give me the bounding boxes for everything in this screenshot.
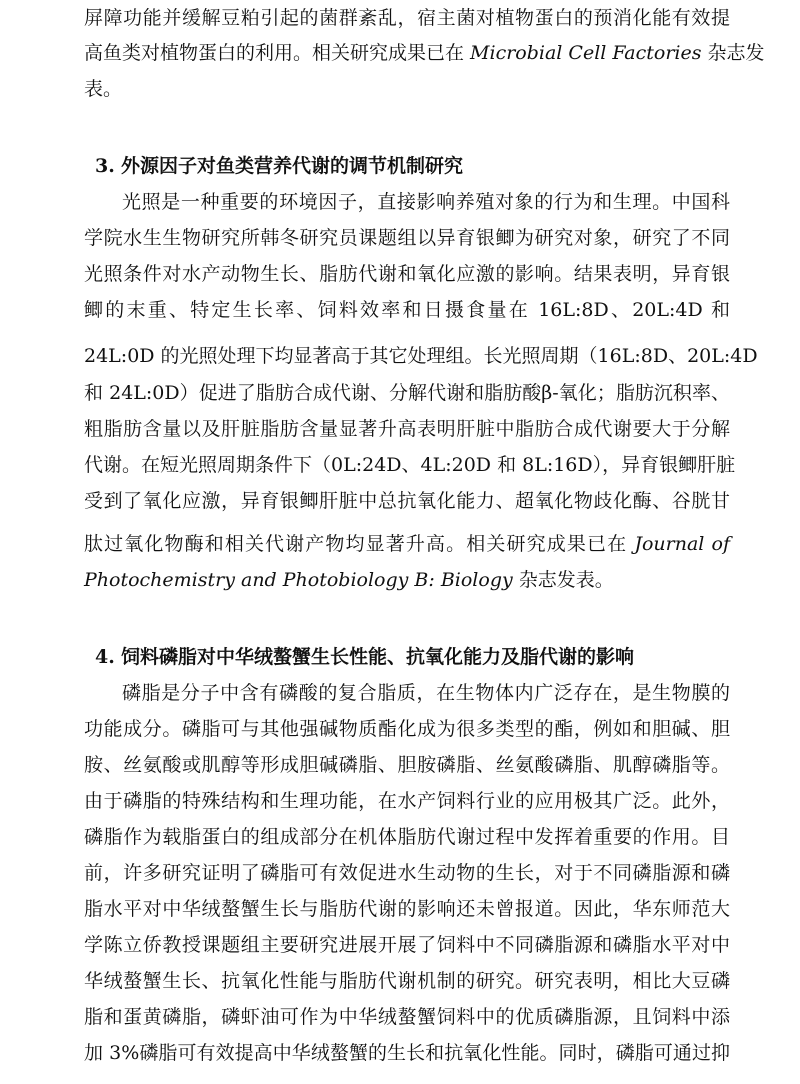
paragraph-line: 鲫的末重、特定生长率、饲料效率和日摄食量在 16L:8D、20L:4D 和 (84, 299, 730, 321)
paragraph-line: 磷脂是分子中含有磷酸的复合脂质，在生物体内广泛存在，是生物膜的 (122, 682, 730, 704)
paragraph-line: 粗脂肪含量以及肝脏脂肪含量显著升高表明肝脏中脂肪合成代谢要大于分解 (84, 418, 730, 440)
paragraph-line: Photochemistry and Photobiology B: Biology 杂志发表。 (84, 569, 614, 591)
paragraph-line: 光照条件对水产动物生长、脂肪代谢和氧化应激的影响。结果表明，异育银 (84, 263, 730, 285)
journal-name: Microbial Cell Factories (470, 42, 702, 64)
paragraph-line: 胺、丝氨酸或肌醇等形成胆碱磷脂、胆胺磷脂、丝氨酸磷脂、肌醇磷脂等。 (84, 754, 730, 776)
paragraph-line: 受到了氧化应激，异育银鲫肝脏中总抗氧化能力、超氧化物歧化酶、谷胱甘 (84, 490, 730, 512)
section-title: 饲料磷脂对中华绒螯蟹生长性能、抗氧化能力及脂代谢的影响 (121, 646, 635, 668)
paragraph-line: 学院水生生物研究所韩冬研究员课题组以异育银鲫为研究对象，研究了不同 (84, 227, 730, 249)
journal-name: Journal of (634, 533, 731, 555)
paragraph-line: 高鱼类对植物蛋白的利用。相关研究成果已在 Microbial Cell Factories 杂志发 (84, 42, 765, 64)
paragraph-line: 功能成分。磷脂可与其他强碱物质酯化成为很多类型的酯，例如和胆碱、胆 (84, 718, 730, 740)
paragraph-line: 华绒螯蟹生长、抗氧化性能与脂肪代谢机制的研究。研究表明，相比大豆磷 (84, 970, 730, 992)
paragraph-line: 学陈立侨教授课题组主要研究进展开展了饲料中不同磷脂源和磷脂水平对中 (84, 934, 730, 956)
paragraph-line: 前，许多研究证明了磷脂可有效促进水生动物的生长，对于不同磷脂源和磷 (84, 862, 730, 884)
paragraph-line: 脂和蛋黄磷脂，磷虾油可作为中华绒螯蟹饲料中的优质磷脂源，且饲料中添 (84, 1006, 730, 1028)
section-title: 外源因子对鱼类营养代谢的调节机制研究 (121, 155, 464, 177)
paragraph-line: 代谢。在短光照周期条件下（0L:24D、4L:20D 和 8L:16D），异育银鲫肝脏 (84, 454, 736, 476)
paragraph-line: 表。 (84, 78, 123, 100)
section-number: 3. (95, 155, 115, 177)
paragraph-line: 加 3%磷脂可有效提高中华绒螯蟹的生长和抗氧化性能。同时，磷脂可通过抑 (84, 1042, 730, 1064)
paragraph-line: 和 24L:0D）促进了脂肪合成代谢、分解代谢和脂肪酸β-氧化；脂肪沉积率、 (84, 382, 730, 404)
paragraph-line: 由于磷脂的特殊结构和生理功能，在水产饲料行业的应用极其广泛。此外， (84, 790, 730, 812)
paragraph-line: 脂水平对中华绒螯蟹生长与脂肪代谢的影响还未曾报道。因此，华东师范大 (84, 898, 730, 920)
journal-name: Photochemistry and Photobiology B: Biology (84, 569, 513, 591)
section-heading (95, 645, 634, 669)
section-heading (95, 154, 463, 178)
paragraph-line: 24L:0D 的光照处理下均显著高于其它处理组。长光照周期（16L:8D、20L:4D (84, 345, 758, 367)
paragraph-line: 光照是一种重要的环境因子，直接影响养殖对象的行为和生理。中国科 (122, 191, 730, 213)
section-number: 4. (95, 646, 115, 668)
paragraph-line: 肽过氧化物酶和相关代谢产物均显著升高。相关研究成果已在 Journal of (84, 533, 731, 555)
paragraph-line: 磷脂作为载脂蛋白的组成部分在机体脂肪代谢过程中发挥着重要的作用。目 (84, 826, 730, 848)
paragraph-line: 屏障功能并缓解豆粕引起的菌群紊乱，宿主菌对植物蛋白的预消化能有效提 (84, 7, 730, 29)
